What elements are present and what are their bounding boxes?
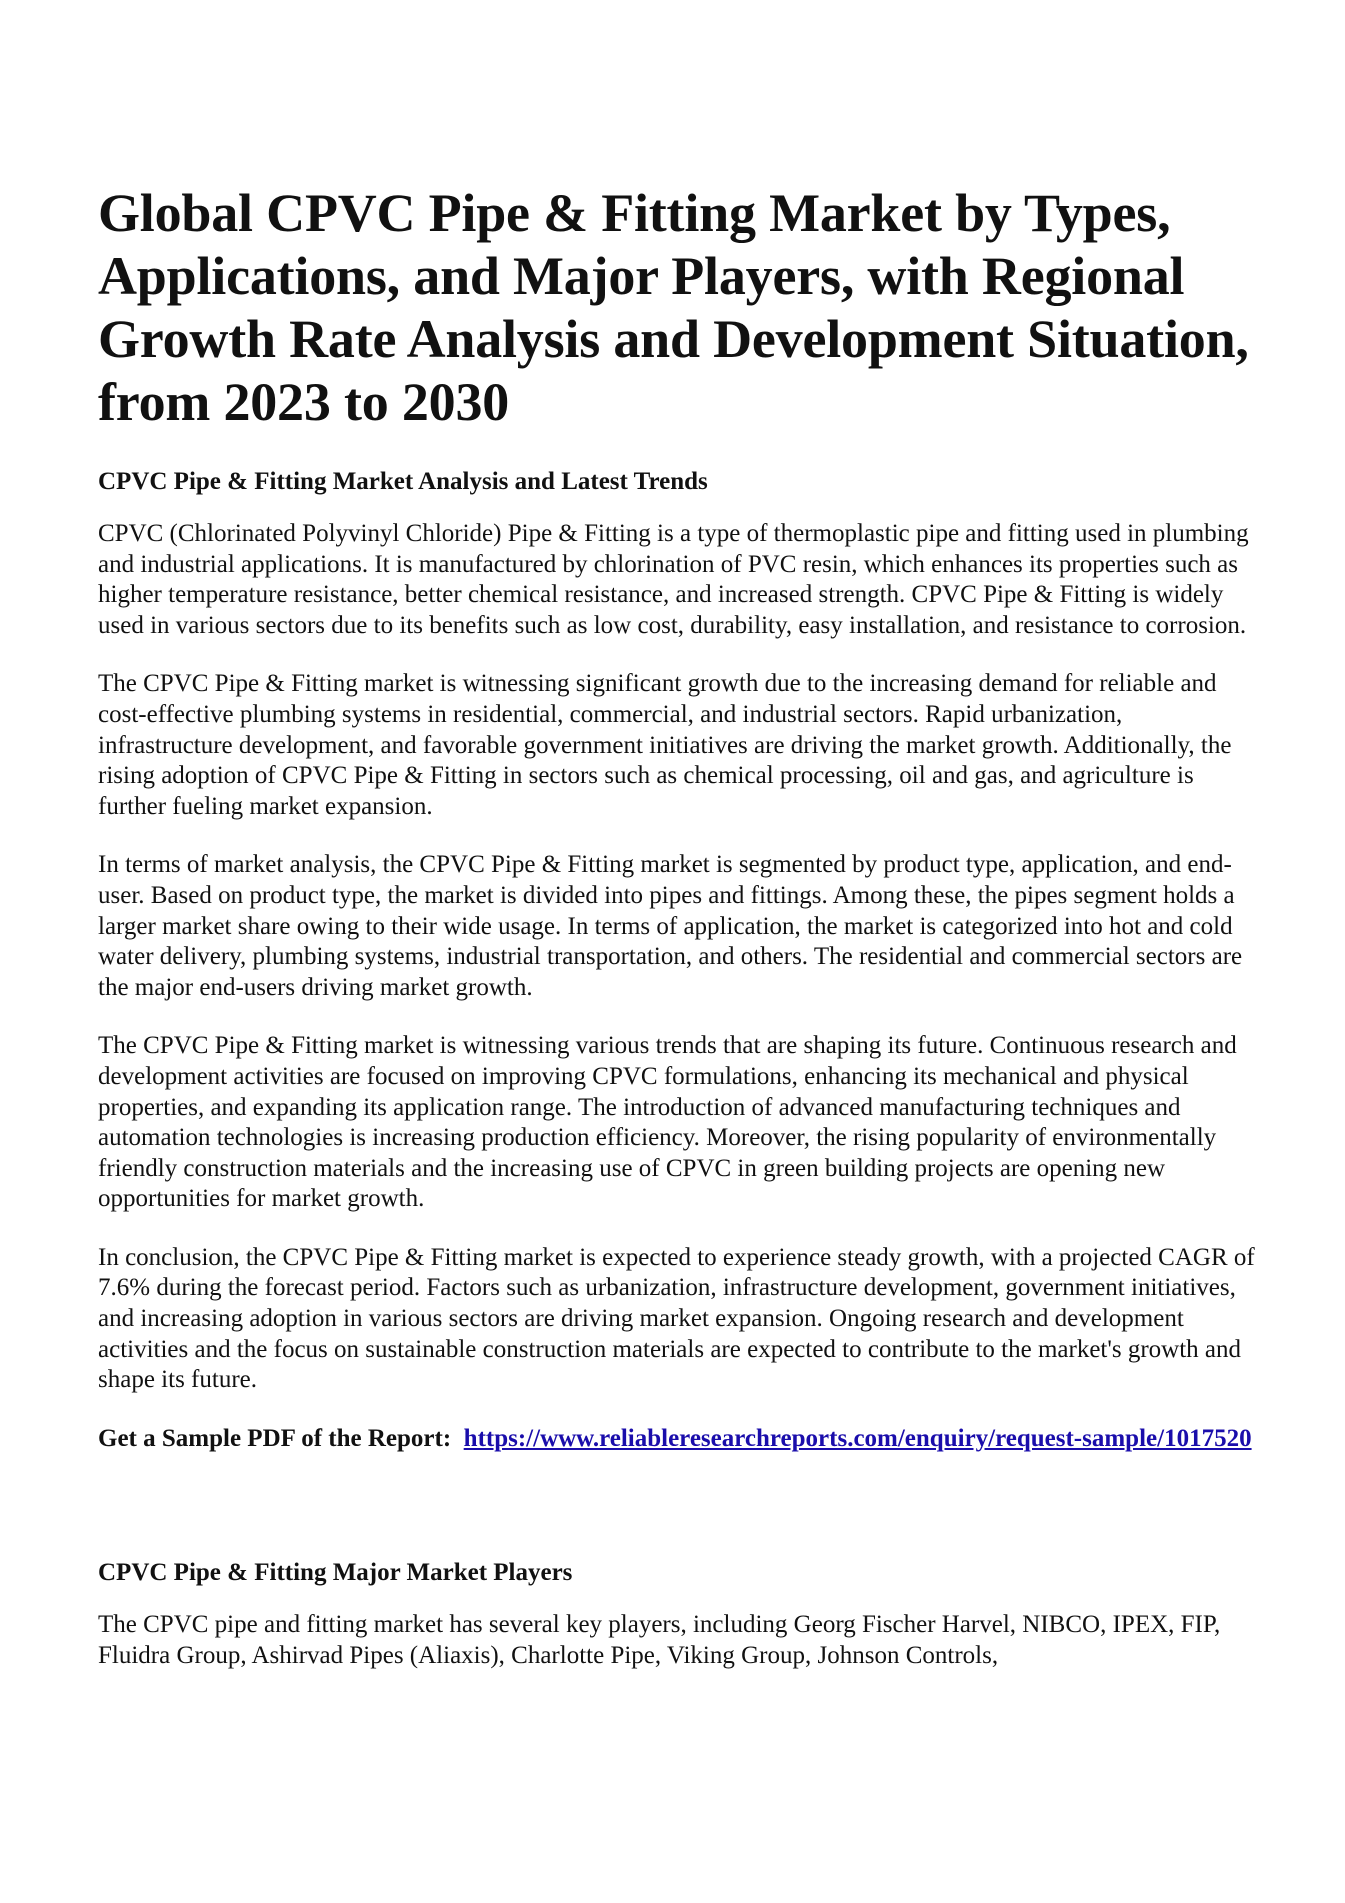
document-page xyxy=(98,182,1258,1700)
sample-pdf-line xyxy=(98,1424,1258,1455)
paragraph-intro: CPVC (Chlorinated Polyvinyl Chloride) Pipe & Fitting is a type of thermoplastic pipe and fitting used in plumbing and industrial applications. It is manufactured by chlorination of PVC resin, which enhances its properties such as higher temperature resistance, better chemical resistance, and increased strength. CPVC Pipe & Fitting is widely used in various sectors due to its benefits such as low cost, durability, easy installation, and resistance to corrosion. xyxy=(98,520,1249,639)
paragraph-conclusion: In conclusion, the CPVC Pipe & Fitting market is expected to experience steady growth, with a projected CAGR of 7.6% during the forecast period. Factors such as urbanization, infrastructure development, government initiatives, and increasing adoption in various sectors are driving market expansion. Ongoing research and development activities and the focus on sustainable construction materials are expected to contribute to the market's growth and shape its future. xyxy=(98,1243,1255,1394)
paragraph-trends: The CPVC Pipe & Fitting market is witnessing various trends that are shaping its future. Continuous research and development activities are focused on improving CPVC formulations, enhancing its mechanical and physical properties, and expanding its application range. The introduction of advanced manufacturing techniques and automation technologies is increasing production efficiency. Moreover, the rising popularity of environmentally friendly construction materials and the increasing use of CPVC in green building projects are opening new opportunities for market growth. xyxy=(98,1032,1237,1213)
sample-pdf-link[interactable]: https://www.reliableresearchreports.com/enquiry/request-sample/1017520 xyxy=(463,1424,1252,1452)
paragraph-growth: The CPVC Pipe & Fitting market is witnessing significant growth due to the increasing demand for reliable and cost-effective plumbing systems in residential, commercial, and industrial sectors. Rapid urbanization, infrastructure development, and favorable government initiatives are driving the market growth. Additionally, the rising adoption of CPVC Pipe & Fitting in sectors such as chemical processing, oil and gas, and agriculture is further fueling market expansion. xyxy=(98,670,1232,820)
document-title: Global CPVC Pipe & Fitting Market by Types, Applications, and Major Players, with Regional Growth Rate Analysis and Development Situation, from 2023 to 2030 xyxy=(98,183,1249,432)
sample-pdf-label: Get a Sample PDF of the Report: xyxy=(98,1424,452,1452)
paragraph-segmentation: In terms of market analysis, the CPVC Pipe & Fitting market is segmented by product type, application, and end-user. Based on product type, the market is divided into pipes and fittings. Among these, the pipes segment holds a larger market share owing to their wide usage. In terms of application, the market is categorized into hot and cold water delivery, plumbing systems, industrial transportation, and others. The residential and commercial sectors are the major end-users driving market growth. xyxy=(98,851,1243,1001)
section-heading-analysis: CPVC Pipe & Fitting Market Analysis and Latest Trends xyxy=(98,468,708,495)
paragraph-players: The CPVC pipe and fitting market has several key players, including Georg Fischer Harvel, NIBCO, IPEX, FIP, Fluidra Group, Ashirvad Pipes (Aliaxis), Charlotte Pipe, Viking Group, Johnson Controls, xyxy=(98,1611,1221,1670)
section-heading-players: CPVC Pipe & Fitting Major Market Players xyxy=(98,1559,573,1587)
